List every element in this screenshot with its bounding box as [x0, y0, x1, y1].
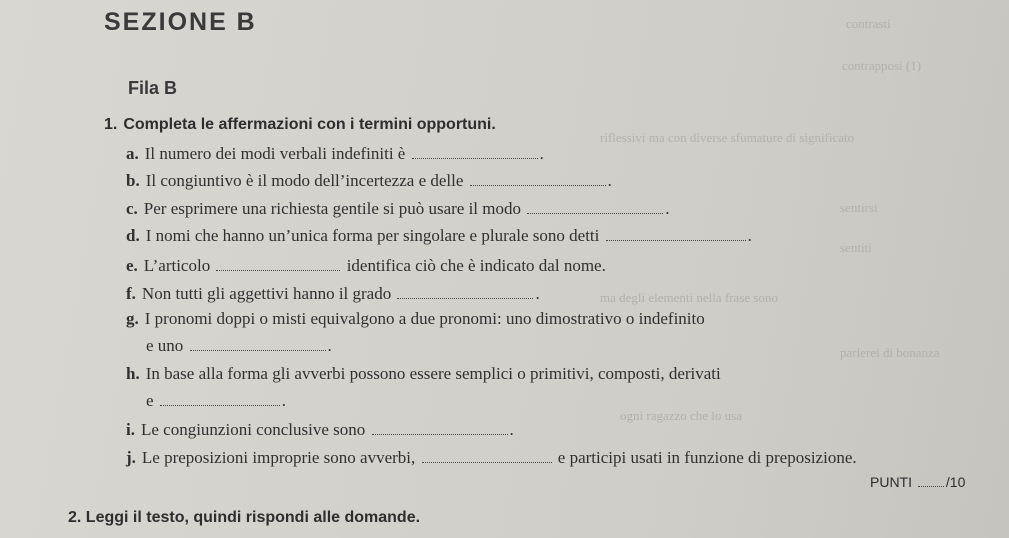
- item-h-line2: [146, 391, 286, 411]
- item-end: .: [281, 391, 287, 410]
- item-end: .: [607, 171, 612, 190]
- item-end: .: [535, 284, 540, 303]
- item-text-continued: identifica ciò che è indicato dal nome.: [346, 256, 606, 275]
- item-text: e uno: [146, 336, 184, 355]
- item-letter: f.: [126, 284, 136, 303]
- section-title: SEZIONE B: [104, 8, 257, 36]
- item-end: .: [747, 226, 752, 245]
- item-g-line2: [146, 336, 332, 356]
- item-h: [126, 364, 721, 384]
- item-text: Il numero dei modi verbali indefiniti è: [144, 144, 406, 163]
- item-text: Non tutti gli aggettivi hanno il grado: [141, 284, 392, 303]
- item-text: Le congiunzioni conclusive sono: [140, 420, 366, 439]
- answer-blank-a[interactable]: [412, 146, 538, 159]
- item-text: e: [146, 391, 154, 410]
- item-d: [126, 226, 752, 246]
- item-text: Il congiuntivo è il modo dell’incertezza e delle: [145, 171, 464, 190]
- answer-blank-j[interactable]: [422, 450, 552, 463]
- answer-blank-d[interactable]: [606, 228, 746, 241]
- item-a: [126, 144, 544, 164]
- exercise-2-instruction: Leggi il testo, quindi rispondi alle domande.: [85, 509, 421, 526]
- item-e: [126, 256, 606, 276]
- exercise-1-instruction: Completa le affermazioni con i termini opportuni.: [123, 116, 496, 133]
- item-text: I nomi che hanno un’unica forma per singolare e plurale sono detti: [145, 226, 600, 245]
- score-box: [870, 474, 965, 490]
- item-letter: j.: [126, 448, 136, 467]
- exercise-1-title: [104, 116, 496, 134]
- exercise-2-number: 2.: [68, 509, 82, 526]
- item-letter: b.: [126, 171, 140, 190]
- item-f: [126, 284, 540, 304]
- item-g: [126, 309, 705, 329]
- item-letter: d.: [126, 226, 140, 245]
- answer-blank-g[interactable]: [190, 338, 326, 351]
- answer-blank-i[interactable]: [372, 422, 508, 435]
- item-text: I pronomi doppi o misti equivalgono a due pronomi: uno dimostrativo o indefinito: [144, 309, 705, 328]
- exercise-1-number: 1.: [104, 116, 118, 133]
- item-end: .: [509, 420, 514, 439]
- version-label: Fila B: [128, 78, 178, 98]
- item-j: [126, 448, 857, 468]
- item-letter: h.: [126, 364, 140, 383]
- score-blank[interactable]: [918, 476, 944, 487]
- score-total: /10: [945, 474, 966, 490]
- answer-blank-c[interactable]: [527, 201, 663, 214]
- item-b: [126, 171, 612, 191]
- item-i: [126, 420, 514, 440]
- answer-blank-e[interactable]: [216, 258, 340, 271]
- score-label: PUNTI: [870, 474, 912, 490]
- item-letter: a.: [126, 144, 139, 163]
- item-end: .: [327, 336, 332, 355]
- item-end: .: [539, 144, 544, 163]
- answer-blank-b[interactable]: [470, 173, 606, 186]
- item-letter: e.: [126, 256, 138, 275]
- item-text: Le preposizioni improprie sono avverbi,: [141, 448, 416, 467]
- item-letter: c.: [126, 199, 138, 218]
- item-text: In base alla forma gli avverbi possono essere semplici o primitivi, composti, derivati: [145, 364, 721, 383]
- item-text: L’articolo: [143, 256, 211, 275]
- exercise-2-title: [68, 509, 420, 527]
- item-text: Per esprimere una richiesta gentile si può usare il modo: [143, 199, 521, 218]
- item-c: [126, 199, 670, 219]
- item-letter: g.: [126, 309, 139, 328]
- item-text-continued: e participi usati in funzione di preposizione.: [557, 448, 857, 467]
- item-end: .: [665, 199, 670, 218]
- answer-blank-f[interactable]: [397, 286, 533, 299]
- item-letter: i.: [126, 420, 135, 439]
- answer-blank-h[interactable]: [160, 393, 280, 406]
